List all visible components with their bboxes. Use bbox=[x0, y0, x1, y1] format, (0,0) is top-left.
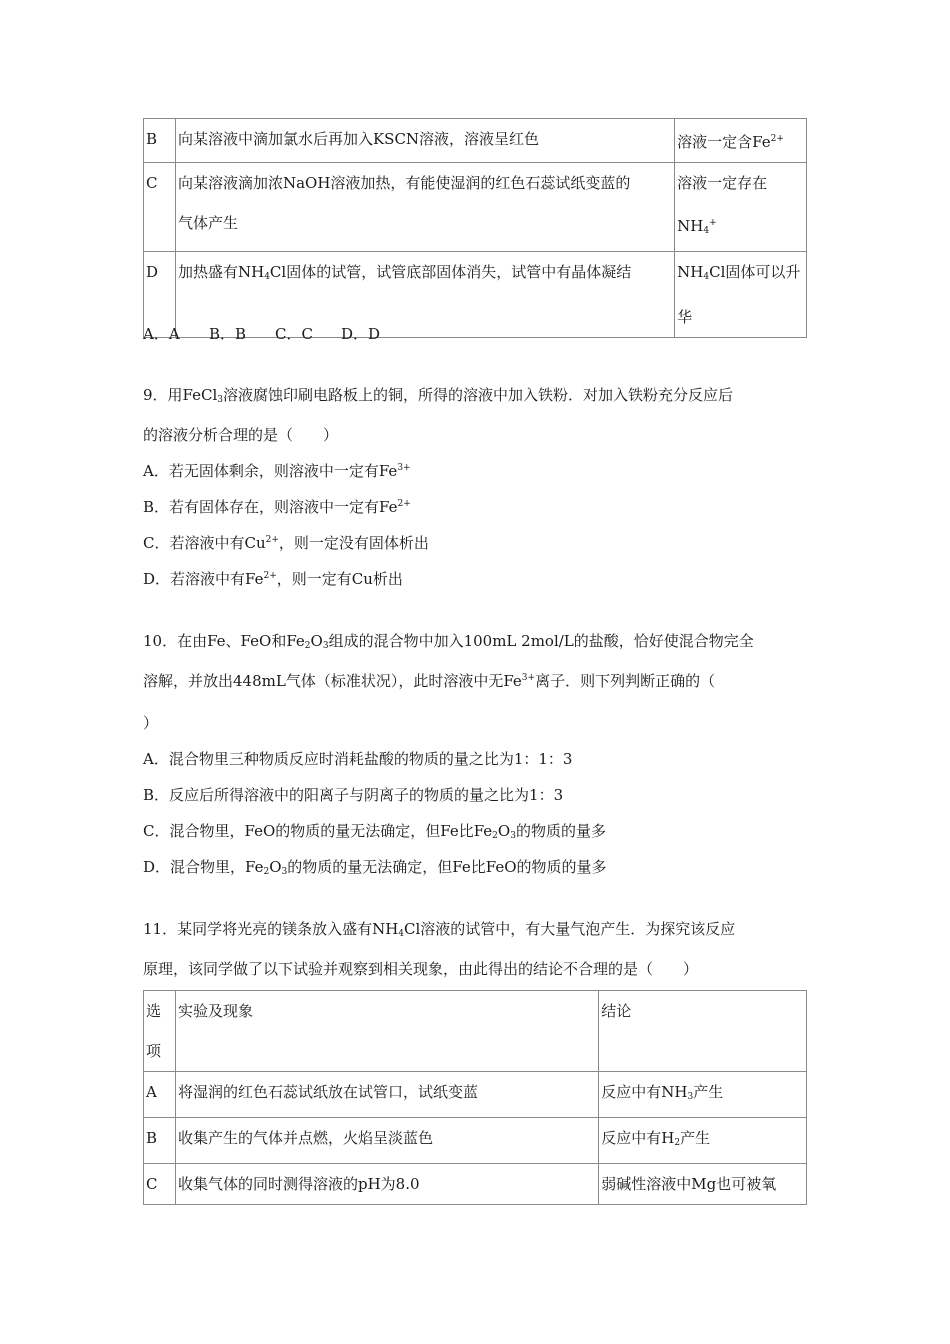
conclusion-cell: 溶液一定存在$NH_4^+$ bbox=[675, 163, 807, 252]
table-header-row bbox=[144, 991, 807, 1072]
option-d: D．D bbox=[341, 325, 381, 343]
option-key: B bbox=[144, 1118, 176, 1164]
experiment-cell: 收集气体的同时测得溶液的pH为8.0 bbox=[175, 1164, 598, 1205]
experiment-cell: 将湿润的红色石蕊试纸放在试管口，试纸变蓝 bbox=[175, 1072, 598, 1118]
conclusion-cell: $NH_4Cl$固体可以升 华 bbox=[675, 252, 807, 338]
q10-option-a: A．混合物里三种物质反应时消耗盐酸的物质的量之比为1：1：3 bbox=[143, 750, 573, 768]
option-key: C bbox=[144, 1164, 176, 1205]
header-conclusion: 结论 bbox=[599, 991, 807, 1072]
header-option: 选 项 bbox=[144, 991, 176, 1072]
conclusion-cell: 弱碱性溶液中Mg也可被氧 bbox=[599, 1164, 807, 1205]
q10-stem-line3: ） bbox=[143, 714, 159, 732]
q8-table bbox=[143, 118, 807, 338]
option-key: B bbox=[144, 119, 176, 163]
q9-stem-line1: 9．用FeCl$_3$溶液腐蚀印刷电路板上的铜，所得的溶液中加入铁粉．对加入铁粉充分反应后 bbox=[143, 386, 734, 405]
conclusion-cell: 反应中有$H_2$产生 bbox=[599, 1118, 807, 1164]
q9-option-b: B．若有固体存在，则溶液中一定有$Fe^{2+}$ bbox=[143, 498, 411, 516]
table-row bbox=[144, 1118, 807, 1164]
q10-option-c: C．混合物里，FeO的物质的量无法确定，但Fe比$Fe_2O_3$的物质的量多 bbox=[143, 822, 606, 841]
q8-options bbox=[143, 323, 380, 344]
conclusion-cell: 溶液一定含$Fe^{2+}$ bbox=[675, 119, 807, 163]
option-key: A bbox=[144, 1072, 176, 1118]
q9-stem-line2: 的溶液分析合理的是（ ） bbox=[143, 426, 339, 444]
q11-stem-line1: 11．某同学将光亮的镁条放入盛有$NH_4Cl$溶液的试管中，有大量气泡产生．为探究该反应 bbox=[143, 920, 736, 939]
option-c: C．C bbox=[275, 325, 313, 343]
conclusion-cell: 反应中有$NH_3$产生 bbox=[599, 1072, 807, 1118]
option-b: B．B bbox=[209, 325, 247, 343]
table-row bbox=[144, 1164, 807, 1205]
q11-table bbox=[143, 990, 807, 1205]
experiment-cell: 加热盛有$NH_4Cl$固体的试管，试管底部固体消失，试管中有晶体凝结 bbox=[175, 252, 674, 338]
table-row bbox=[144, 163, 807, 252]
option-key: D bbox=[144, 252, 176, 338]
q10-option-d: D．混合物里，$Fe_2O_3$的物质的量无法确定，但Fe比FeO的物质的量多 bbox=[143, 858, 607, 877]
experiment-cell: 收集产生的气体并点燃，火焰呈淡蓝色 bbox=[175, 1118, 598, 1164]
option-a: A．A bbox=[143, 325, 180, 343]
experiment-cell: 向某溶液滴加浓NaOH溶液加热，有能使湿润的红色石蕊试纸变蓝的 气体产生 bbox=[175, 163, 674, 252]
q9-option-c: C．若溶液中有$Cu^{2+}$，则一定没有固体析出 bbox=[143, 534, 429, 552]
q9-option-d: D．若溶液中有$Fe^{2+}$，则一定有Cu析出 bbox=[143, 570, 403, 588]
option-key: C bbox=[144, 163, 176, 252]
q10-stem-line1: 10．在由Fe、FeO和$Fe_2O_3$组成的混合物中加入100mL 2mol/L的盐酸，恰好使混合物完全 bbox=[143, 632, 754, 651]
table-row bbox=[144, 1072, 807, 1118]
q10-stem-line2: 溶解，并放出448mL气体（标准状况），此时溶液中无$Fe^{3+}$离子．则下列判断正确的（ bbox=[143, 672, 716, 690]
header-experiment: 实验及现象 bbox=[175, 991, 598, 1072]
q11-stem-line2: 原理，该同学做了以下试验并观察到相关现象，由此得出的结论不合理的是（ ） bbox=[143, 960, 699, 978]
q9-option-a: A．若无固体剩余，则溶液中一定有$Fe^{3+}$ bbox=[143, 462, 411, 480]
q10-option-b: B．反应后所得溶液中的阳离子与阴离子的物质的量之比为1：3 bbox=[143, 786, 564, 804]
experiment-cell: 向某溶液中滴加氯水后再加入KSCN溶液，溶液呈红色 bbox=[175, 119, 674, 163]
table-row bbox=[144, 119, 807, 163]
